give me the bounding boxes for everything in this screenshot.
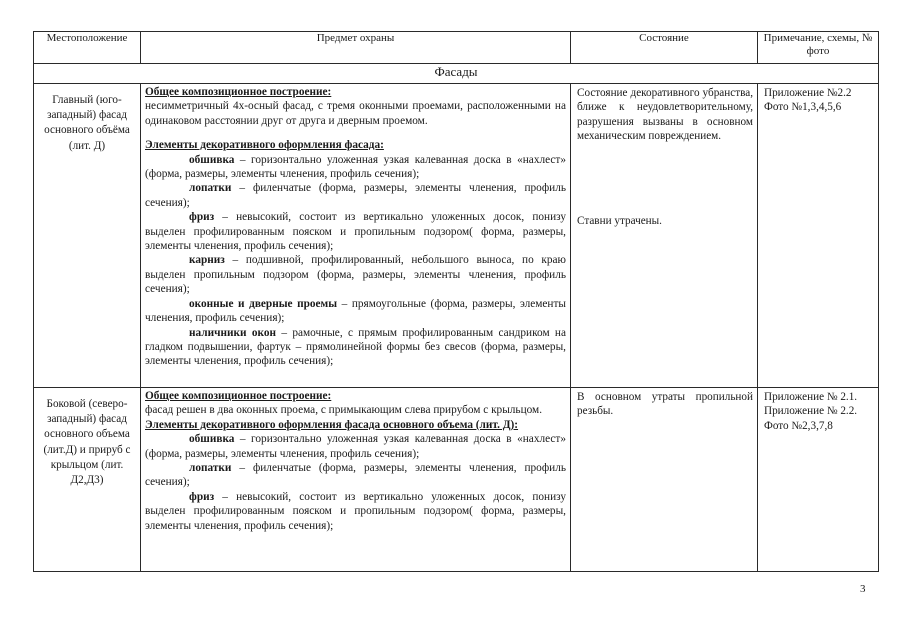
subject-item-text: – прямоугольные (форма, размеры, элементы членения, профиль сечения); xyxy=(145,297,566,325)
subject-item-term: наличники окон xyxy=(189,326,277,339)
note-cell xyxy=(758,84,879,388)
note-text: Приложение №2.2 xyxy=(764,87,852,99)
subject-cell xyxy=(141,388,571,572)
header-state: Состояние xyxy=(571,32,758,64)
subject-item-text: – горизонтально уложенная узкая калеванная доска в «нахлест» (форма, размеры, элементы членения, профиль сечения); xyxy=(145,153,566,181)
subject-item xyxy=(145,297,566,326)
subject-heading: Элементы декоративного оформления фасада: xyxy=(145,139,384,152)
subject-item-text: – горизонтально уложенная узкая калеванная доска в «нахлест» (форма, размеры, элементы членения, профиль сечения); xyxy=(145,433,566,460)
note-cell xyxy=(758,388,879,572)
subject-item-text: – невысокий, состоит из вертикально уложенных досок, понизу выделен профилированным пояском и пропильным подзором( форма, размеры, элементы членения, профиль сечения); xyxy=(145,490,566,532)
state-text: В основном утраты пропильной резьбы. xyxy=(577,391,753,418)
subject-item xyxy=(145,181,566,210)
state-cell xyxy=(571,388,758,572)
subject-cell xyxy=(141,84,571,388)
subject-item xyxy=(145,210,566,253)
subject-item-text: – филенчатые (форма, размеры, элементы членения, профиль сечения); xyxy=(145,462,566,489)
subject-item-term: карниз xyxy=(189,254,225,267)
subject-heading: Общее композиционное построение: xyxy=(145,86,332,98)
state-cell xyxy=(571,84,758,388)
protection-table xyxy=(33,31,879,572)
note-text: Фото №2,3,7,8 xyxy=(764,419,833,432)
subject-heading: Элементы декоративного оформления фасада основного объема (лит. Д): xyxy=(145,418,519,431)
section-title: Фасады xyxy=(34,64,879,84)
location-cell: Боковой (северо-западный) фасад основного объема (лит.Д) и прируб с крыльцом (лит. Д2,Д3) xyxy=(34,388,141,572)
location-cell: Главный (юго-западный) фасад основного объёма (лит. Д) xyxy=(34,84,141,388)
subject-item-term: лопатки xyxy=(189,462,232,475)
subject-item-term: лопатки xyxy=(189,182,232,195)
note-text: Фото №1,3,4,5,6 xyxy=(764,101,842,114)
state-text: Состояние декоративного убранства, ближе к неудовлетворительному, разрушения вызваны в основном механическим повреждением. xyxy=(577,87,753,143)
table-header-row xyxy=(34,32,879,64)
subject-item-term: фриз xyxy=(189,211,215,224)
subject-heading: Общее композиционное построение: xyxy=(145,390,332,402)
subject-item xyxy=(145,432,566,461)
subject-item-text: – невысокий, состоит из вертикально уложенных досок, понизу выделен профилированным пояском и пропильным подзором( форма, размеры, элементы членения, профиль сечения); xyxy=(145,211,566,253)
subject-item-term: обшивка xyxy=(189,153,235,166)
page-number: 3 xyxy=(860,583,866,595)
subject-item-text: – филенчатые (форма, размеры, элементы членения, профиль сечения); xyxy=(145,182,566,209)
header-note: Примечание, схемы, № фото xyxy=(758,32,879,64)
subject-item xyxy=(145,326,566,369)
state-text: Ставни утрачены. xyxy=(577,214,662,227)
subject-item-text: – рамочные, с прямым профилированным сандриком на гладком подвышении, фартук – прямолинейной формы без свесов (форма, размеры, элементы членения, профиль сечения); xyxy=(145,326,566,368)
subject-paragraph: несимметричный 4х-осный фасад, с тремя оконными проемами, расположенными на одинаковом расстоянии друг от друга и дверным проемом. xyxy=(145,100,566,127)
header-subject: Предмет охраны xyxy=(141,32,571,64)
subject-item-term: обшивка xyxy=(189,433,235,446)
subject-item-term: оконные и дверные проемы xyxy=(189,297,338,310)
subject-paragraph: фасад решен в два оконных проема, с примыкающим слева прирубом с крыльцом. xyxy=(145,404,543,417)
subject-item xyxy=(145,490,566,533)
table-row xyxy=(34,84,879,388)
subject-item xyxy=(145,461,566,490)
subject-item-term: фриз xyxy=(189,490,215,503)
subject-item xyxy=(145,153,566,182)
note-text: Приложение № 2.2. xyxy=(764,405,858,418)
note-text: Приложение № 2.1. xyxy=(764,391,858,403)
subject-item xyxy=(145,253,566,296)
header-location: Местоположение xyxy=(34,32,141,64)
table-row xyxy=(34,388,879,572)
section-row xyxy=(34,64,879,84)
subject-item-text: – подшивной, профилированный, небольшого выноса, по краю выделен пропильным подзором (форма, размеры, элементы членения, профиль сечения); xyxy=(145,254,566,296)
